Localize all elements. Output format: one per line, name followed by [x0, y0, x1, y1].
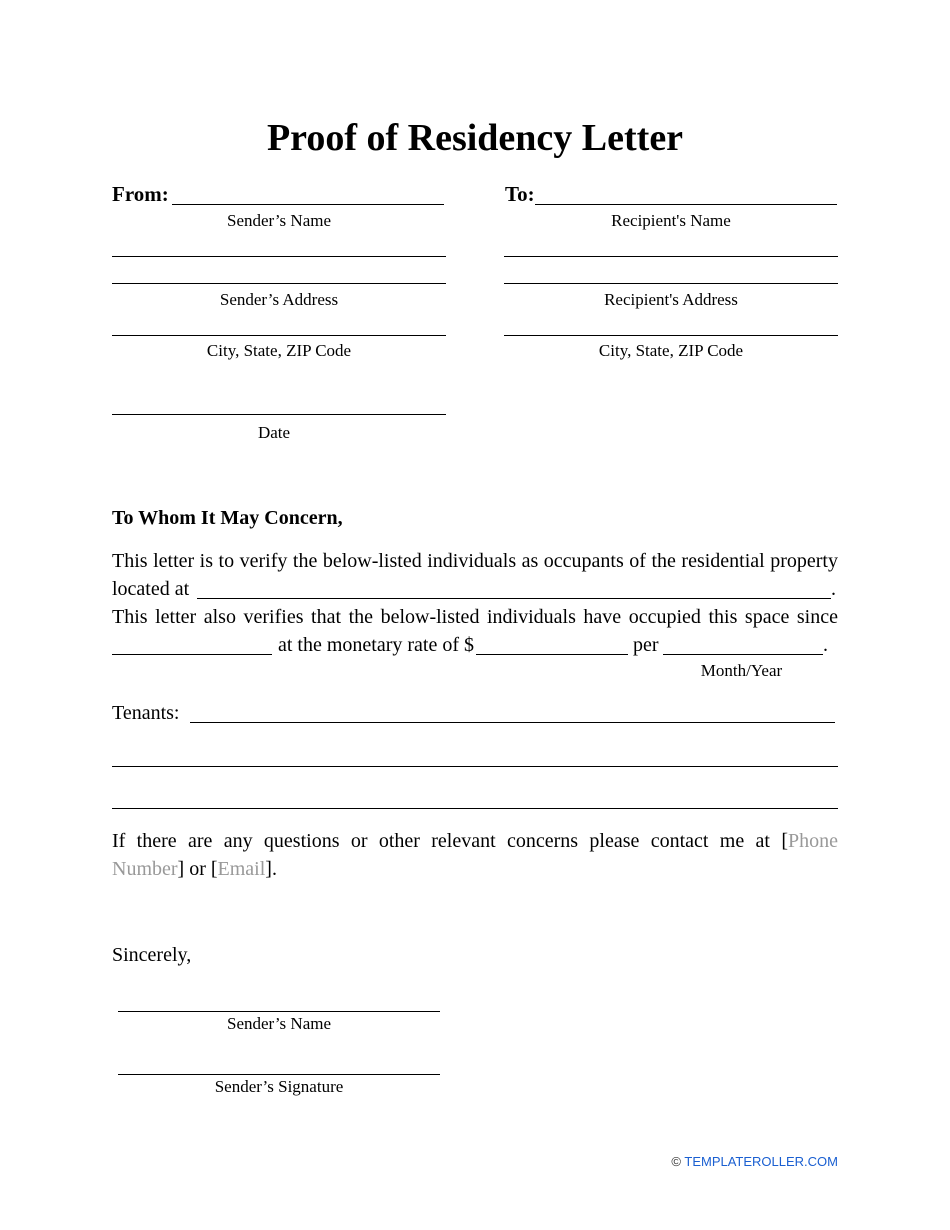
salutation: To Whom It May Concern, [112, 507, 343, 529]
para1-monetary: at the monetary rate of $ [278, 634, 475, 656]
page-title: Proof of Residency Letter [266, 117, 684, 159]
to-label: To: [505, 182, 535, 206]
signature-name-line[interactable] [118, 1011, 440, 1012]
property-address-line[interactable] [197, 598, 831, 599]
date-line[interactable] [112, 414, 446, 415]
copyright-symbol: © [671, 1154, 681, 1169]
signature-name-caption: Sender’s Name [226, 1014, 332, 1033]
recipient-name-line[interactable] [535, 204, 837, 205]
date-caption: Date [257, 423, 291, 442]
closing: Sincerely, [112, 944, 192, 966]
phone-placeholder-part1[interactable]: Phone [788, 830, 838, 852]
sender-address-line-2[interactable] [112, 283, 446, 284]
since-date-line[interactable] [112, 654, 272, 655]
recipient-name-caption: Recipient's Name [611, 211, 731, 230]
contact-line-2 [112, 855, 277, 883]
tenants-label: Tenants: [112, 702, 180, 724]
phone-placeholder-part2[interactable]: Number [112, 858, 178, 880]
sender-name-caption: Sender’s Name [226, 211, 332, 230]
para1-located-at: located at [112, 578, 190, 600]
sender-name-line[interactable] [172, 204, 444, 205]
month-year-caption: Month/Year [700, 661, 783, 680]
recipient-city-line[interactable] [504, 335, 838, 336]
sender-city-line[interactable] [112, 335, 446, 336]
recipient-address-line-1[interactable] [504, 256, 838, 257]
monetary-rate-line[interactable] [476, 654, 628, 655]
signature-line[interactable] [118, 1074, 440, 1075]
recipient-address-line-2[interactable] [504, 283, 838, 284]
tenants-line-1[interactable] [190, 722, 835, 723]
sender-address-line-1[interactable] [112, 256, 446, 257]
sender-city-caption: City, State, ZIP Code [206, 341, 352, 360]
contact-text: If there are any questions or other relevant concerns please contact me at [ [112, 830, 788, 852]
email-placeholder[interactable]: Email [217, 858, 266, 880]
contact-or: ] or [ [177, 858, 218, 880]
para1-line1: This letter is to verify the below-listed individuals as occupants of the residential property [112, 550, 838, 572]
contact-end: ]. [265, 858, 277, 880]
para1-line3: This letter also verifies that the below-listed individuals have occupied this space since [112, 606, 838, 628]
footer-credit [671, 1154, 838, 1169]
tenants-line-2[interactable] [112, 766, 838, 767]
from-label: From: [112, 182, 169, 206]
recipient-city-caption: City, State, ZIP Code [598, 341, 744, 360]
para1-period-2: . [823, 634, 828, 656]
para1-per: per [633, 634, 659, 656]
sender-address-caption: Sender’s Address [219, 290, 339, 309]
recipient-address-caption: Recipient's Address [604, 290, 738, 309]
signature-caption: Sender’s Signature [214, 1077, 344, 1096]
period-line[interactable] [663, 654, 823, 655]
para1-period-1: . [831, 578, 836, 600]
footer-brand-link[interactable]: TEMPLATEROLLER.COM [684, 1154, 838, 1169]
tenants-line-3[interactable] [112, 808, 838, 809]
contact-line-1 [112, 827, 838, 855]
